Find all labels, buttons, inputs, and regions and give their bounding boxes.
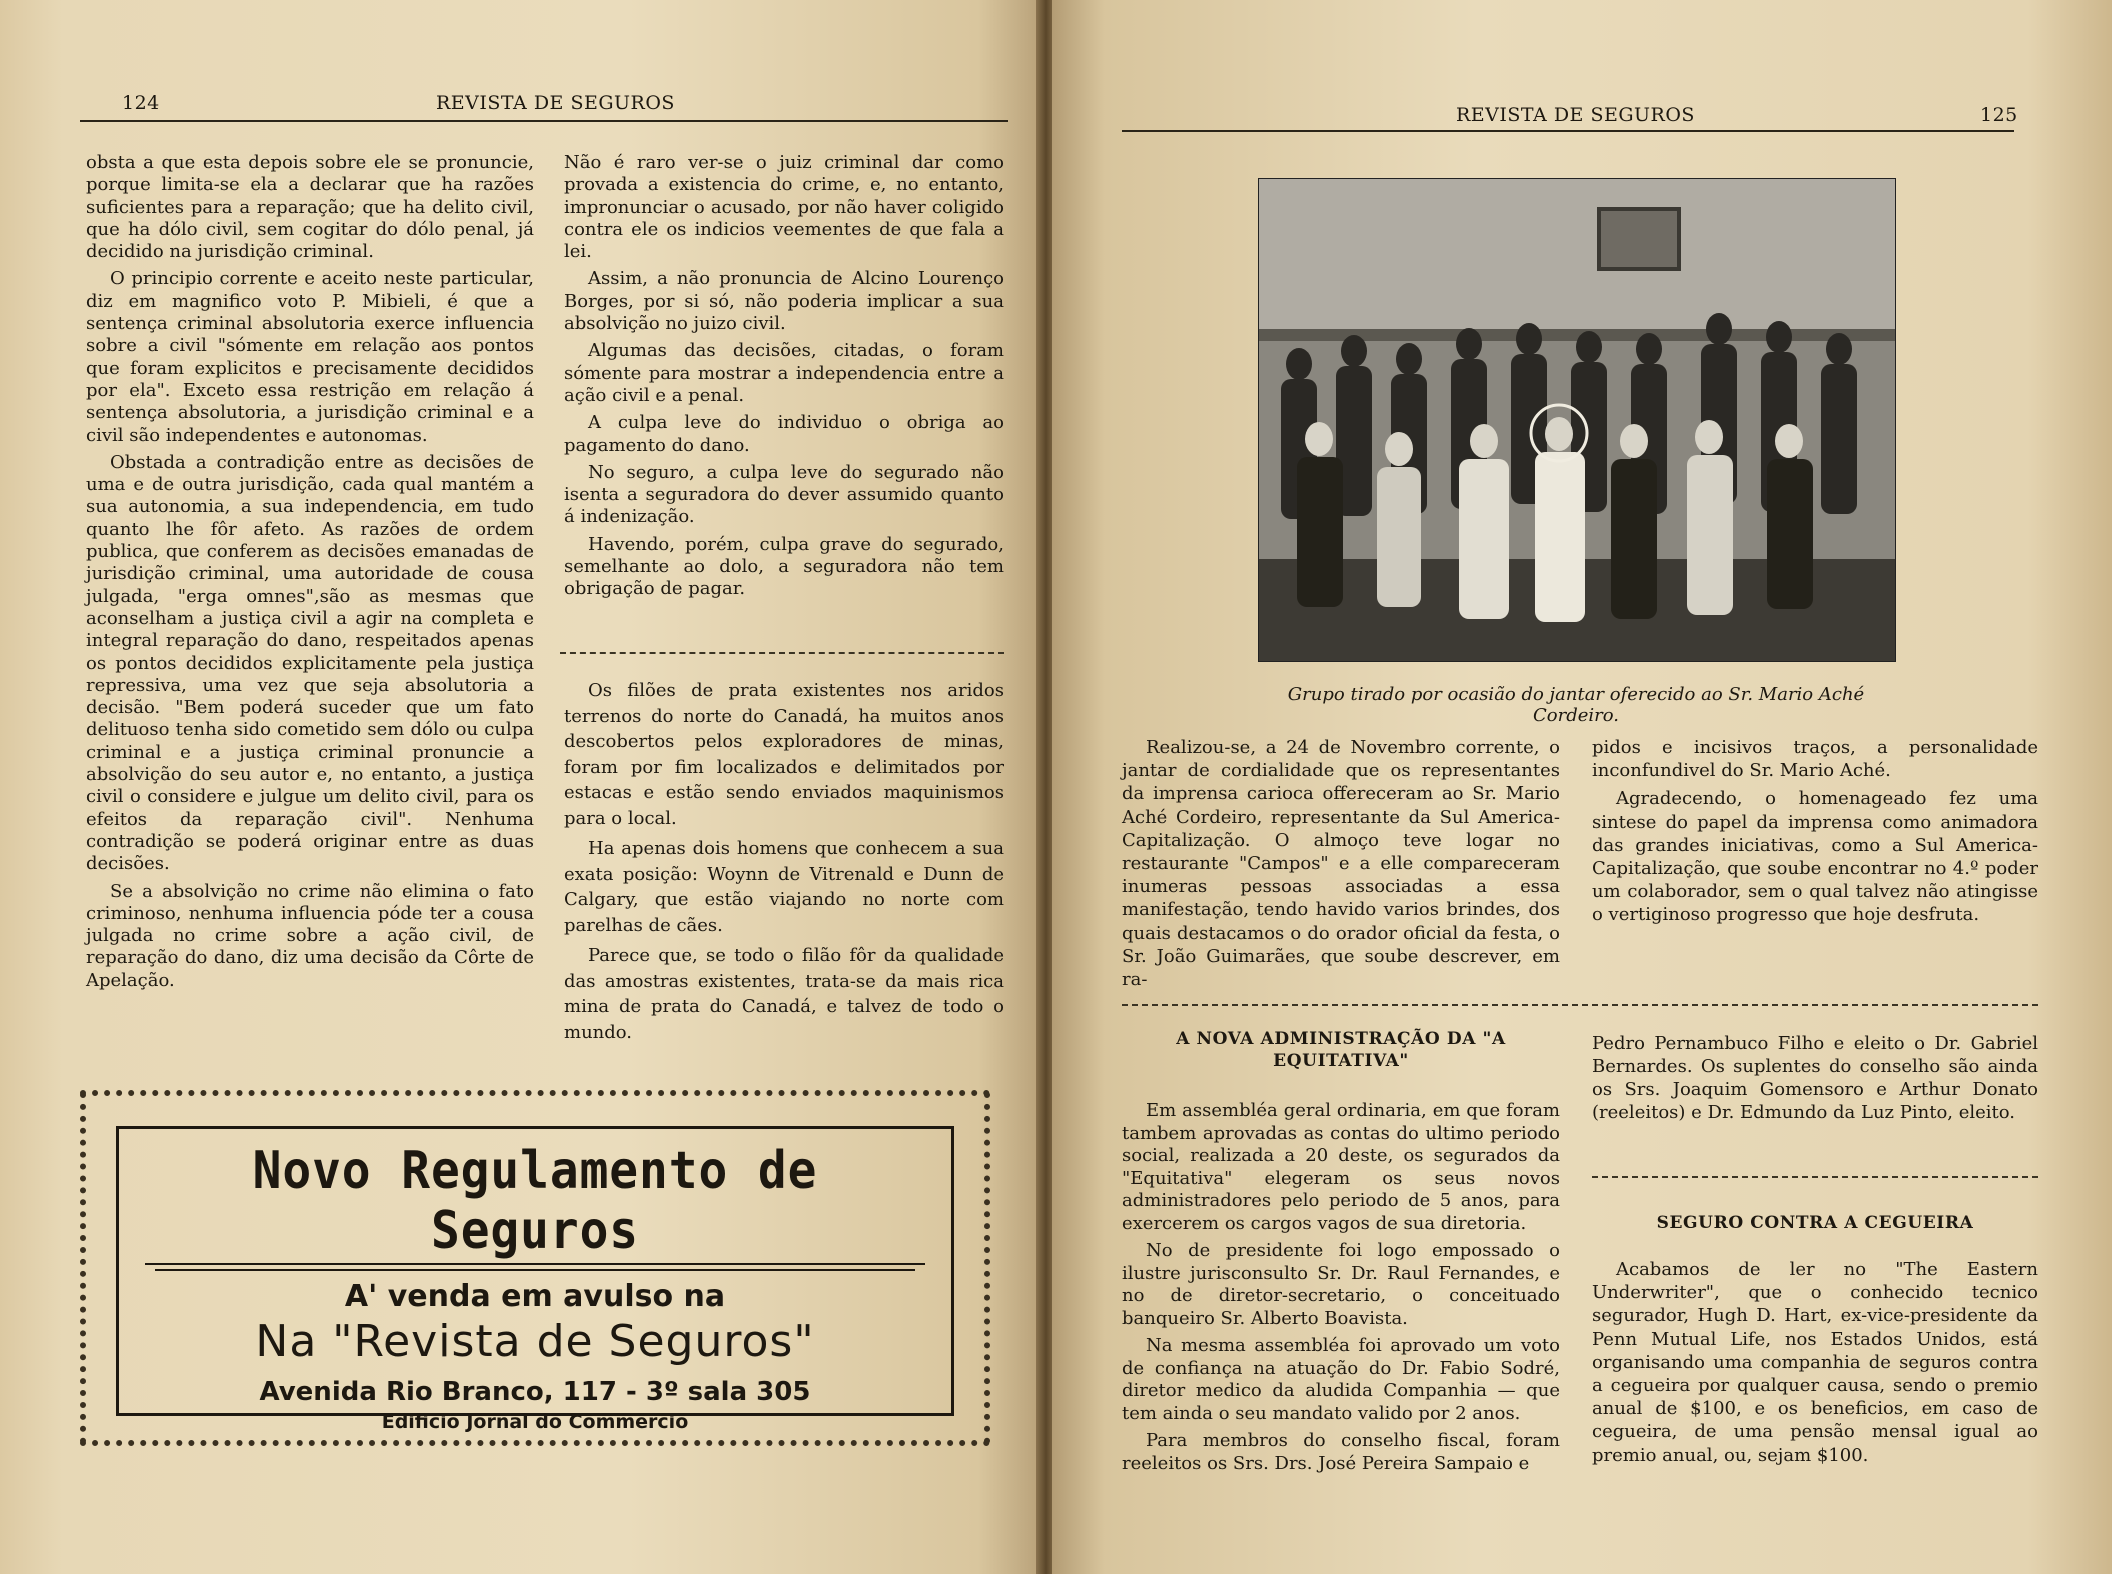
photo-caption: Grupo tirado por ocasião do jantar oferecido ao Sr. Mario Aché Cordeiro. [1287, 684, 1865, 726]
ad-address: Avenida Rio Branco, 117 - 3º sala 305 [259, 1377, 811, 1407]
ad-sale-line: A' venda em avulso na [344, 1279, 726, 1314]
column-separator [560, 652, 1004, 654]
ad-underline [145, 1263, 925, 1265]
advertisement-box [80, 1090, 990, 1446]
paragraph: A culpa leve do individuo o obriga ao pagamento do dano. [564, 412, 1004, 456]
right-running-head: REVISTA DE SEGUROS [1456, 104, 1695, 126]
paragraph: Algumas das decisões, citadas, o foram sómente para mostrar a independencia entre a ação civil e a penal. [564, 340, 1004, 406]
paragraph: obsta a que esta depois sobre ele se pronuncie, porque limita-se ela a declarar que ha razões suficientes para a reparação; que ha delito civil, que ha dólo civil, sem cogitar do dólo penal, já decidido na jurisdição criminal. [86, 152, 534, 263]
left-column-2 [564, 152, 1004, 606]
paragraph: Os filões de prata existentes nos aridos terrenos do norte do Canadá, ha muitos anos descobertos pelos exploradores de minas, foram por fim localizados e delimitados por estacas e estão sendo enviados maquinismos para o local. [564, 680, 1004, 829]
dinner-article-col-1 [1122, 736, 1560, 996]
paragraph: Não é raro ver-se o juiz criminal dar como provada a existencia do crime, e, no entanto, impronunciar o acusado, por não haver coligido contra ele os indicios veementes de que fala a lei. [564, 152, 1004, 263]
paragraph: Se a absolvição no crime não elimina o fato criminoso, nenhuma influencia póde ter a cousa julgada no crime sobre a ação civil, de reparação do dano, diz uma decisão da Côrte de Apelação. [86, 880, 534, 991]
paragraph: Na mesma assembléa foi aprovado um voto de confiança na atuação do Dr. Fabio Sodré, diretor medico da aludida Companhia — que tem ainda o seu mandato valido por 2 anos. [1122, 1335, 1560, 1424]
left-header-rule [80, 120, 1008, 122]
left-page-number: 124 [122, 92, 160, 114]
paragraph: O principio corrente e aceito neste particular, diz em magnifico voto P. Mibieli, é que a sentença criminal absolutoria exerce influencia sobre a civil "sómente em relação aos pontos que foram explicitos e precisamente decididos por ela". Exceto essa restrição em relação á sentença absolutoria, a jurisdição criminal e a civil são independentes e autonomas. [86, 268, 534, 446]
paragraph: Agradecendo, o homenageado fez uma sintese do papel da imprensa como animadora das grandes iniciativas, como a Sul America-Capitalização, que soube encontrar no 4.º poder um colaborador, sem o qual talvez não atingisse o vertiginoso progresso que hoje desfruta. [1592, 788, 2038, 926]
paragraph: Acabamos de ler no "The Eastern Underwriter", que o conhecido tecnico segurador, Hugh D. Hart, ex-vice-presidente da Penn Mutual Life, nos Estados Unidos, está organisando uma companhia de seguros contra a cegueira por qualquer causa, sendo o premio anual de $100, e os beneficios, em caso de cegueira, de uma pensão mensal igual ao premio anual, ou, sejam $100. [1592, 1259, 2038, 1466]
ad-revista-line: Na "Revista de Seguros" [255, 1316, 815, 1367]
ad-title: Novo Regulamento de Seguros [252, 1141, 818, 1261]
silver-article [564, 678, 1004, 1050]
dinner-article-col-2 [1592, 736, 2038, 932]
paragraph: Pedro Pernambuco Filho e eleito o Dr. Gabriel Bernardes. Os suplentes do conselho são ainda os Srs. Joaquim Gomensoro e Arthur Donato (reeleitos) e Dr. Edmundo da Luz Pinto, eleito. [1592, 1033, 2038, 1123]
paragraph: No de presidente foi logo empossado o ilustre jurisconsulto Sr. Dr. Raul Fernandes, e no de diretor-secretario, o conceituado banqueiro Sr. Alberto Boavista. [1122, 1240, 1560, 1329]
paragraph: Realizou-se, a 24 de Novembro corrente, o jantar de cordialidade que os representantes da imprensa carioca offereceram ao Sr. Mario Aché Cordeiro, representante da Sul America-Capitalização. O almoço teve logar no restaurante "Campos" e a elle compareceram inumeras pessoas associadas a essa manifestação, tendo havido varios brindes, dos quais destacamos o do orador oficial da festa, o Sr. João Guimarães, que soube descrever, em ra- [1122, 737, 1560, 991]
equitativa-article-col-2 [1592, 1032, 2038, 1129]
paragraph: Ha apenas dois homens que conhecem a sua exata posição: Woynn de Vitrenald e Dunn de Calgary, que estão viajando no norte com parelhas de cães. [564, 838, 1004, 936]
paragraph: Para membros do conselho fiscal, foram reeleitos os Srs. Drs. José Pereira Sampaio e [1122, 1430, 1560, 1474]
paragraph: Obstada a contradição entre as decisões de uma e de outra jurisdição, cada qual mantém a sua autonomia, a sua independencia, em tudo quanto lhe fôr afeto. As razões de ordem publica, que conferem as decisões emanadas de jurisdição criminal, uma autoridade de cousa julgada, "erga omnes",são as mesmas que aconselham a justiça civil a agir na completa e integral reparação do dano, respeitados apenas os pontos decididos explicitamente pela justiça repressiva, uma vez que seja absolutoria a decisão. "Bem poderá suceder que um fato delituoso tenha sido cometido sem dólo ou culpa criminal e a justiça criminal pronuncie a absolvição do seu autor e, no entanto, a justiça civil o considere e julgue um delito civil, para os efeitos da reparação civil". Nenhuma contradição se poderá originar entre as duas decisões. [86, 451, 534, 875]
advertisement-frame [116, 1126, 954, 1433]
ad-building: Edificio Jornal do Commercio [381, 1411, 689, 1433]
column-separator-right [1592, 1176, 2038, 1178]
cegueira-heading: SEGURO CONTRA A CEGUEIRA [1656, 1213, 1974, 1233]
paragraph: Em assembléa geral ordinaria, em que foram tambem aprovadas as contas do ultimo periodo social, realizada a 20 deste, os segurados da "Equitativa" elegeram os seus novos administradores pelo periodo de 5 anos, para exercerem os cargos vagos de sua diretoria. [1122, 1100, 1560, 1234]
group-photo [1258, 178, 1896, 662]
left-running-head: REVISTA DE SEGUROS [436, 92, 675, 114]
equitativa-heading: A NOVA ADMINISTRAÇÃO DA "A EQUITATIVA" [1176, 1029, 1506, 1071]
paragraph: Parece que, se todo o filão fôr da qualidade das amostras existentes, trata-se da mais rica mina de prata do Canadá, e talvez de todo o mundo. [564, 945, 1004, 1043]
paragraph: Assim, a não pronuncia de Alcino Lourenço Borges, por si só, não poderia implicar a sua absolvição no juizo civil. [564, 268, 1004, 335]
right-page-number: 125 [1980, 104, 2018, 126]
ad-right-border [984, 1092, 990, 1444]
right-header-rule [1122, 130, 2014, 132]
cegueira-article [1592, 1258, 2038, 1472]
left-column-1 [86, 152, 534, 997]
paragraph: pidos e incisivos traços, a personalidade inconfundivel do Sr. Mario Aché. [1592, 737, 2038, 782]
ad-underline-2 [155, 1269, 915, 1271]
group-photo-illustration [1259, 179, 1895, 661]
equitativa-article-col-1 [1122, 1100, 1560, 1480]
article-separator [1122, 1004, 2038, 1006]
paragraph: Havendo, porém, culpa grave do segurado, semelhante ao dolo, a seguradora não tem obrigação de pagar. [564, 533, 1004, 600]
paragraph: No seguro, a culpa leve do segurado não isenta a seguradora do dever assumido quanto á indenização. [564, 461, 1004, 528]
ad-left-border [80, 1092, 86, 1444]
